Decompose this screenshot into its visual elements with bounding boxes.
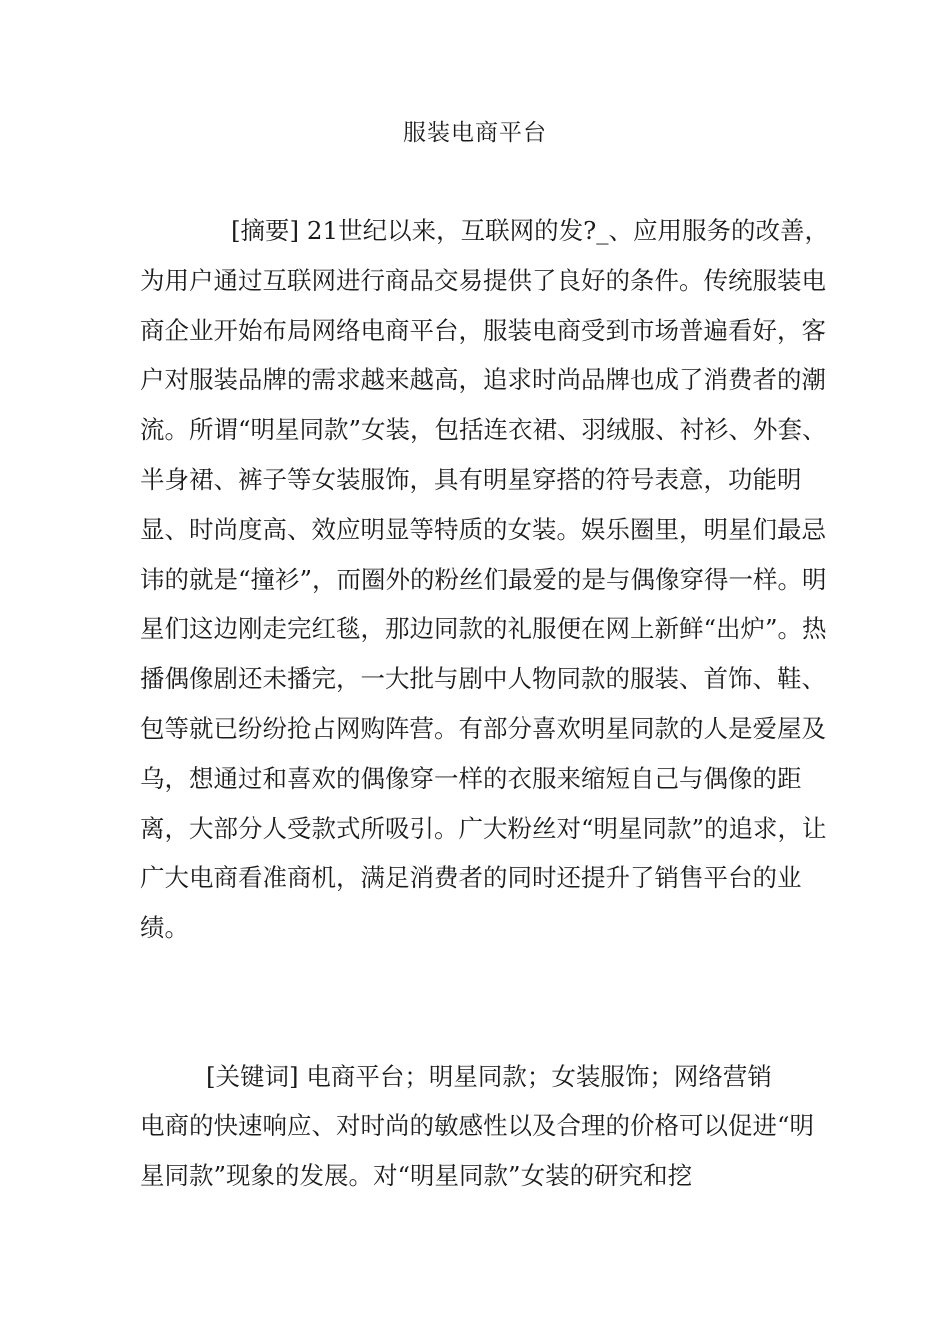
keywords-paragraph bbox=[140, 1052, 830, 1102]
abstract-paragraph bbox=[140, 206, 840, 953]
body-paragraph: 电商的快速响应、对时尚的敏感性以及合理的价格可以促进“明星同款”现象的发展。对“明星同款”女装的研究和挖 bbox=[140, 1111, 815, 1190]
document-title: 服装电商平台 bbox=[403, 120, 547, 146]
abstract-text: 21世纪以来，互联网的发?_、应用服务的改善，为用户通过互联网进行商品交易提供了良好的条件。传统服装电商企业开始布局网络电商平台，服装电商受到市场普遍看好，客户对服装品牌的需求越来越高，追求时尚品牌也成了消费者的潮流。所谓“明星同款”女装，包括连衣裙、羽绒服、衬衫、外套、半身裙、裤子等女装服饰，具有明星穿搭的符号表意，功能明显、时尚度高、效应明显等特质的女装。娱乐圈里，明星们最忌讳的就是“撞衫”，而圈外的粉丝们最爱的是与偶像穿得一样。明星们这边刚走完红毯，那边同款的礼服便在网上新鲜“出炉”。热播偶像剧还未播完，一大批与剧中人物同款的服装、首饰、鞋、包等就已纷纷抢占网购阵营。有部分喜欢明星同款的人是爱屋及乌，想通过和喜欢的偶像穿一样的衣服来缩短自己与偶像的距离，大部分人受款式所吸引。广大粉丝对“明星同款”的追求，让广大电商看准商机，满足消费者的同时还提升了销售平台的业绩。 bbox=[140, 216, 829, 943]
abstract-label: [摘要] bbox=[231, 216, 300, 245]
keywords-label: [关键词] bbox=[206, 1062, 299, 1091]
keywords-text: 电商平台；明星同款；女装服饰；网络营销 bbox=[306, 1062, 772, 1091]
